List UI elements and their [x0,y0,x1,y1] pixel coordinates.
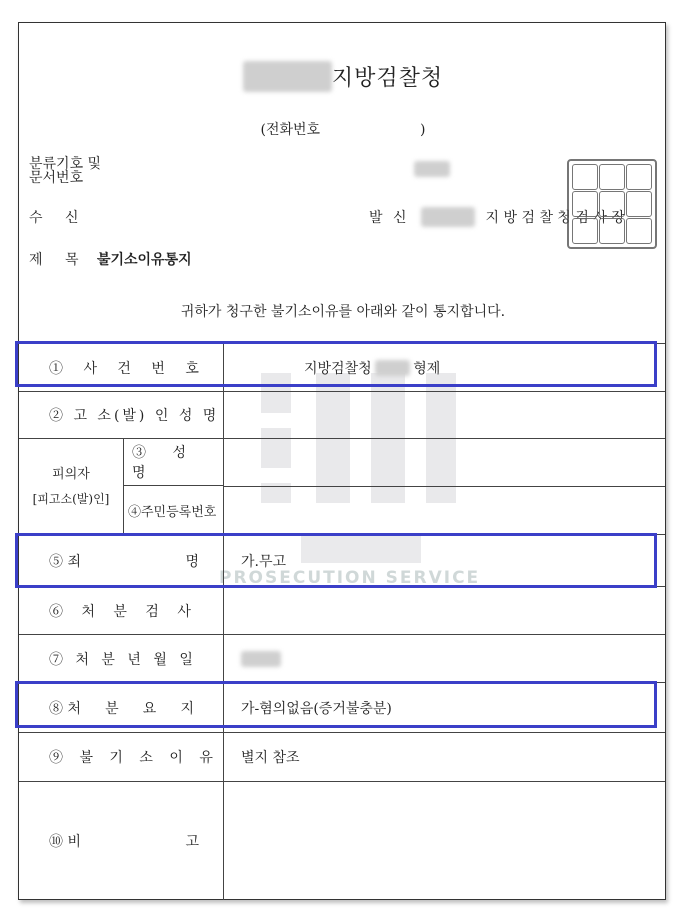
highlight-charge [15,533,657,588]
subject-line: 제 목 불기소이유통지 [29,252,192,268]
document-title: 지방검찰청 [19,61,667,92]
watermark-text: PROSECUTION SERVICE [219,568,481,588]
phone-line: (전화번호 ) [260,122,426,138]
sender-line: 발 신 지 방 검 찰 청 검 사 장 [369,207,625,227]
table-row: ⑤ 죄 명 가.무고 [19,535,665,587]
highlight-disposition [15,681,657,728]
official-seal-icon [567,159,657,249]
table-row: ⑨ 불 기 소 이 유 별지 참조 [19,733,665,782]
table-row: ⑥ 처 분 검 사 [19,587,665,635]
table-row: ⑩ 비 고 [19,782,665,900]
class-number-value [414,161,450,177]
table-row: ② 고 소(발) 인 성 명 [19,392,665,439]
table-row-suspect: 피의자 [피고소(발)인] ③ 성 명 ④주민등록번호 [19,439,665,535]
recipient-label: 수 신 [29,210,79,226]
class-number-label: 분류기호 및 문서번호 [29,156,102,186]
highlight-case-number [15,341,657,387]
table-row: ⑧ 처 분 요 지 가-혐의없음(증거불충분) [19,683,665,733]
table-row: ⑦ 처 분 년 월 일 [19,635,665,683]
notice-text: 귀하가 청구한 불기소이유를 아래와 같이 통지합니다. [180,304,506,320]
title-redacted [243,61,332,92]
table-row: ① 사 건 번 호 지방검찰청 형제 [19,344,665,392]
document-page [18,22,666,900]
